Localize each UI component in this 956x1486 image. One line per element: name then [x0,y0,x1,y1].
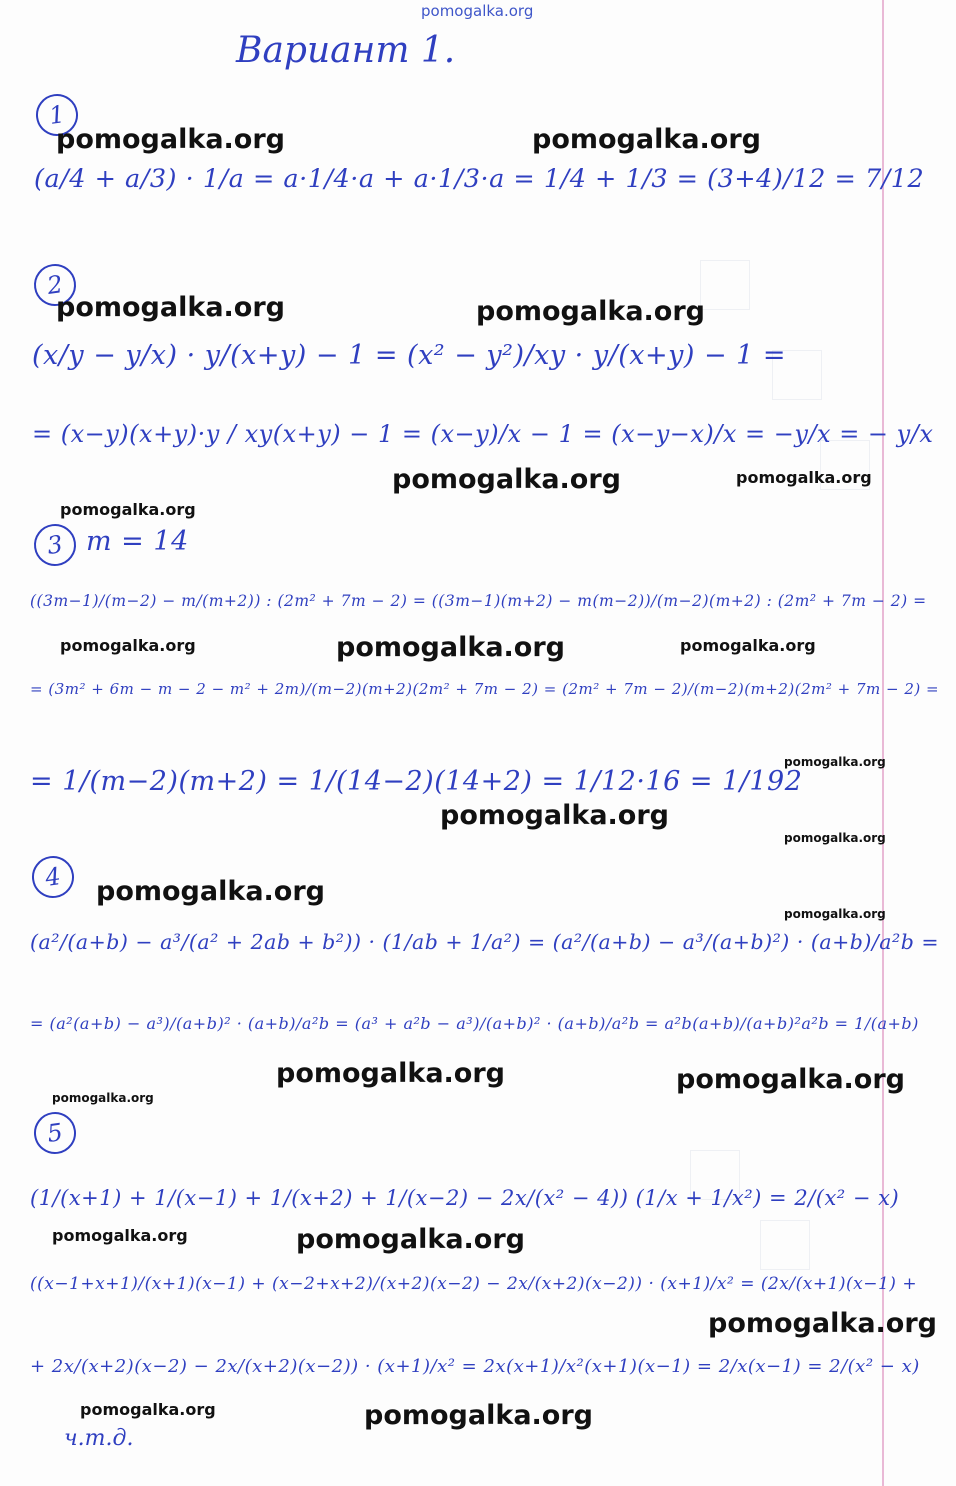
problem-1-line-1: (a/4 + a/3) · 1/a = a·1/4·a + a·1/3·a = 1/4 + 1/3 = (3+4)/12 = 7/12 [34,164,925,194]
problem-3-line-3: = 1/(m−2)(m+2) = 1/(14−2)(14+2) = 1/12·16 = 1/192 [30,766,803,797]
watermark: pomogalka.org [476,296,705,327]
problem-3-line-1: ((3m−1)/(m−2) − m/(m+2)) : (2m² + 7m − 2) = ((3m−1)(m+2) − m(m−2))/(m−2)(m+2) : (2m² + 7m − 2) = [30,592,927,610]
problem-5-line-3: + 2x/(x+2)(x−2) − 2x/(x+2)(x−2)) · (x+1)/x² = 2x(x+1)/x²(x+1)(x−1) = 2/x(x−1) = 2/(x² − x) [30,1356,920,1377]
problem-4-line-1: (a²/(a+b) − a³/(a² + 2ab + b²)) · (1/ab + 1/a²) = (a²/(a+b) − a³/(a+b)²) · (a+b)/a²b = [30,930,940,954]
page-title: Вариант 1. [236,30,456,71]
watermark: pomogalka.org [392,464,621,495]
problem-number-4: 4 [29,853,76,900]
watermark: pomogalka.org [52,1091,154,1105]
qed-signature: ч.т.д. [64,1426,134,1451]
watermark: pomogalka.org [440,800,669,831]
watermark: pomogalka.org [96,876,325,907]
problem-2-line-2: = (x−y)(x+y)·y / xy(x+y) − 1 = (x−y)/x − 1 = (x−y−x)/x = −y/x = − y/x [32,420,934,448]
watermark: pomogalka.org [60,500,196,519]
watermark: pomogalka.org [784,755,886,769]
problem-3-line-2: = (3m² + 6m − m − 2 − m² + 2m)/(m−2)(m+2)(2m² + 7m − 2) = (2m² + 7m − 2)/(m−2)(m+2)(2m² + 7m − 2) = [30,680,940,698]
watermark: pomogalka.org [60,636,196,655]
paper-grid-cell [760,1220,810,1270]
watermark: pomogalka.org [336,632,565,663]
watermark: pomogalka.org [52,1226,188,1245]
watermark: pomogalka.org [56,124,285,155]
problem-3-condition: m = 14 [86,526,189,557]
problem-number-2: 2 [31,261,78,308]
watermark: pomogalka.org [708,1308,937,1339]
watermark: pomogalka.org [364,1400,593,1431]
watermark: pomogalka.org [676,1064,905,1095]
problem-number-5: 5 [31,1109,78,1156]
watermark: pomogalka.org [532,124,761,155]
problem-4-line-2: = (a²(a+b) − a³)/(a+b)² · (a+b)/a²b = (a³ + a²b − a³)/(a+b)² · (a+b)/a²b = a²b(a+b)/(a+b)²a²b = 1/(a+b) [30,1014,919,1033]
problem-number-3: 3 [31,521,78,568]
margin-line [882,0,884,1486]
watermark-top: pomogalka.org [421,2,534,20]
paper-grid-cell [700,260,750,310]
watermark: pomogalka.org [296,1224,525,1255]
watermark: pomogalka.org [736,468,872,487]
watermark: pomogalka.org [680,636,816,655]
watermark: pomogalka.org [56,292,285,323]
problem-2-line-1: (x/y − y/x) · y/(x+y) − 1 = (x² − y²)/xy · y/(x+y) − 1 = [32,340,787,371]
problem-5-line-2: ((x−1+x+1)/(x+1)(x−1) + (x−2+x+2)/(x+2)(x−2) − 2x/(x+2)(x−2)) · (x+1)/x² = (2x/(x+1)(x−1) + [30,1274,918,1294]
watermark: pomogalka.org [784,831,886,845]
problem-number-1: 1 [33,91,80,138]
watermark: pomogalka.org [80,1400,216,1419]
watermark: pomogalka.org [276,1058,505,1089]
problem-5-line-1: (1/(x+1) + 1/(x−1) + 1/(x+2) + 1/(x−2) − 2x/(x² − 4)) (1/x + 1/x²) = 2/(x² − x) [30,1186,900,1210]
watermark: pomogalka.org [784,907,886,921]
